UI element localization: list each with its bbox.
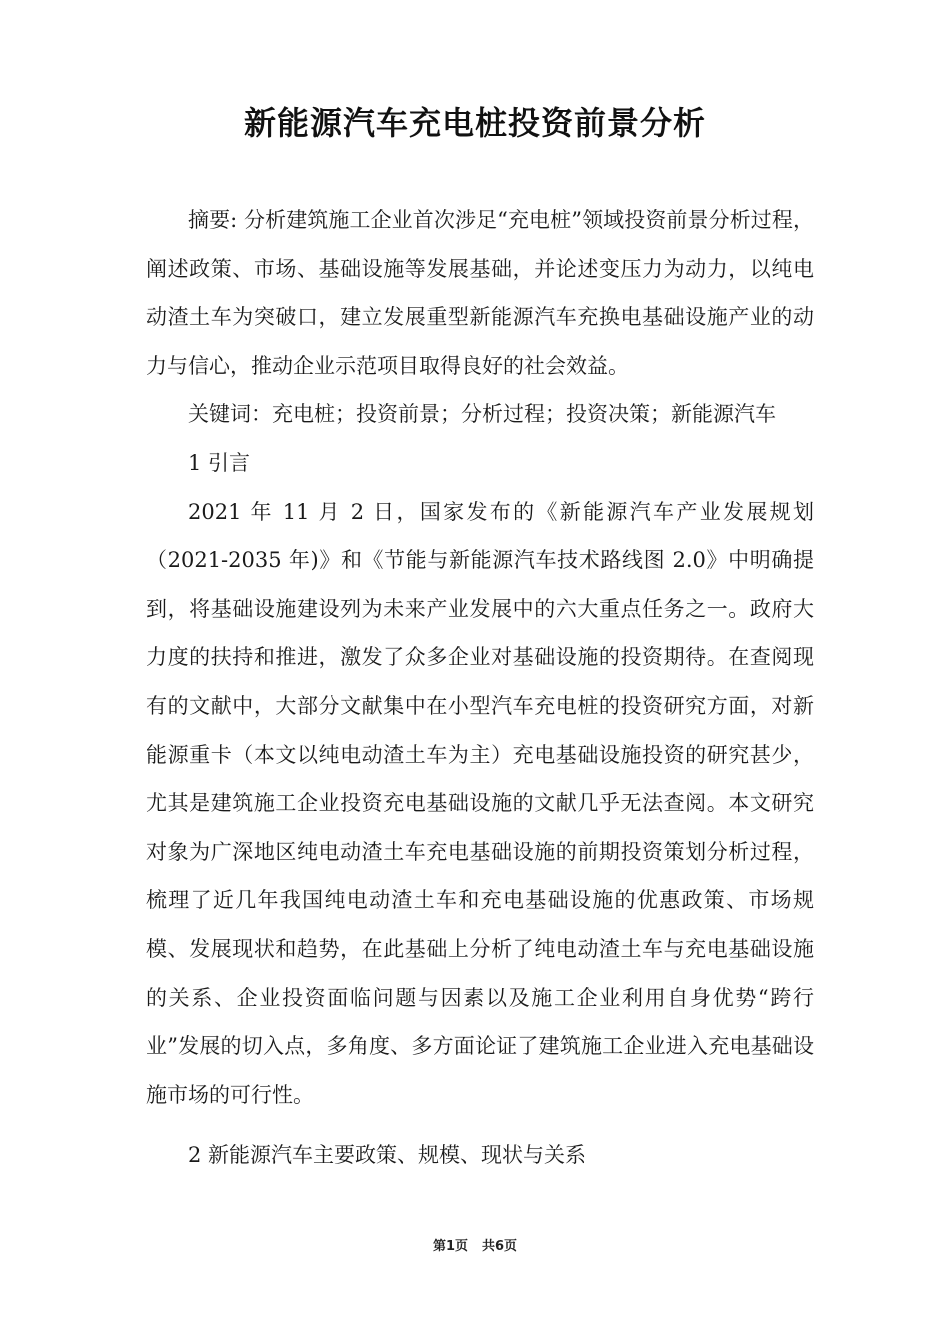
page-number: 第1页 [432, 1239, 468, 1254]
section-2-heading: 2 新能源汽车主要政策、规模、现状与关系 [188, 1143, 587, 1168]
document-body [146, 196, 814, 1180]
page-footer [0, 1235, 950, 1254]
page-total: 共6页 [482, 1239, 518, 1254]
section-1-heading: 1 引言 [188, 450, 251, 475]
keywords-paragraph: 关键词：充电桩；投资前景；分析过程；投资决策；新能源汽车 [188, 402, 776, 427]
document-title: 新能源汽车充电桩投资前景分析 [243, 104, 706, 142]
section-1-paragraph: 2021 年 11 月 2 日，国家发布的《新能源汽车产业发展规划（2021-2035 年)》和《节能与新能源汽车技术路线图 2.0》中明确提到，将基础设施建设列为未来产业发展中的六大重点任务之一。政府大力度的扶持和推进，激发了众多企业对基础设施的投资期待。在查阅现有的文献中，大部分文献集中在小型汽车充电桩的投资研究方面，对新能源重卡（本文以纯电动渣土车为主）充电基础设施投资的研究甚少，尤其是建筑施工企业投资充电基础设施的文献几乎无法查阅。本文研究对象为广深地区纯电动渣土车充电基础设施的前期投资策划分析过程，梳理了近几年我国纯电动渣土车和充电基础设施的优惠政策、市场规模、发展现状和趋势，在此基础上分析了纯电动渣土车与充电基础设施的关系、企业投资面临问题与因素以及施工企业利用自身优势“跨行业”发展的切入点，多角度、多方面论证了建筑施工企业进入充电基础设施市场的可行性。 [146, 499, 814, 1107]
abstract-paragraph: 摘要: 分析建筑施工企业首次涉足“充电桩”领域投资前景分析过程，阐述政策、市场、基础设施等发展基础，并论述变压力为动力，以纯电动渣土车为突破口，建立发展重型新能源汽车充换电基础设施产业的动力与信心，推动企业示范项目取得良好的社会效益。 [146, 208, 814, 378]
